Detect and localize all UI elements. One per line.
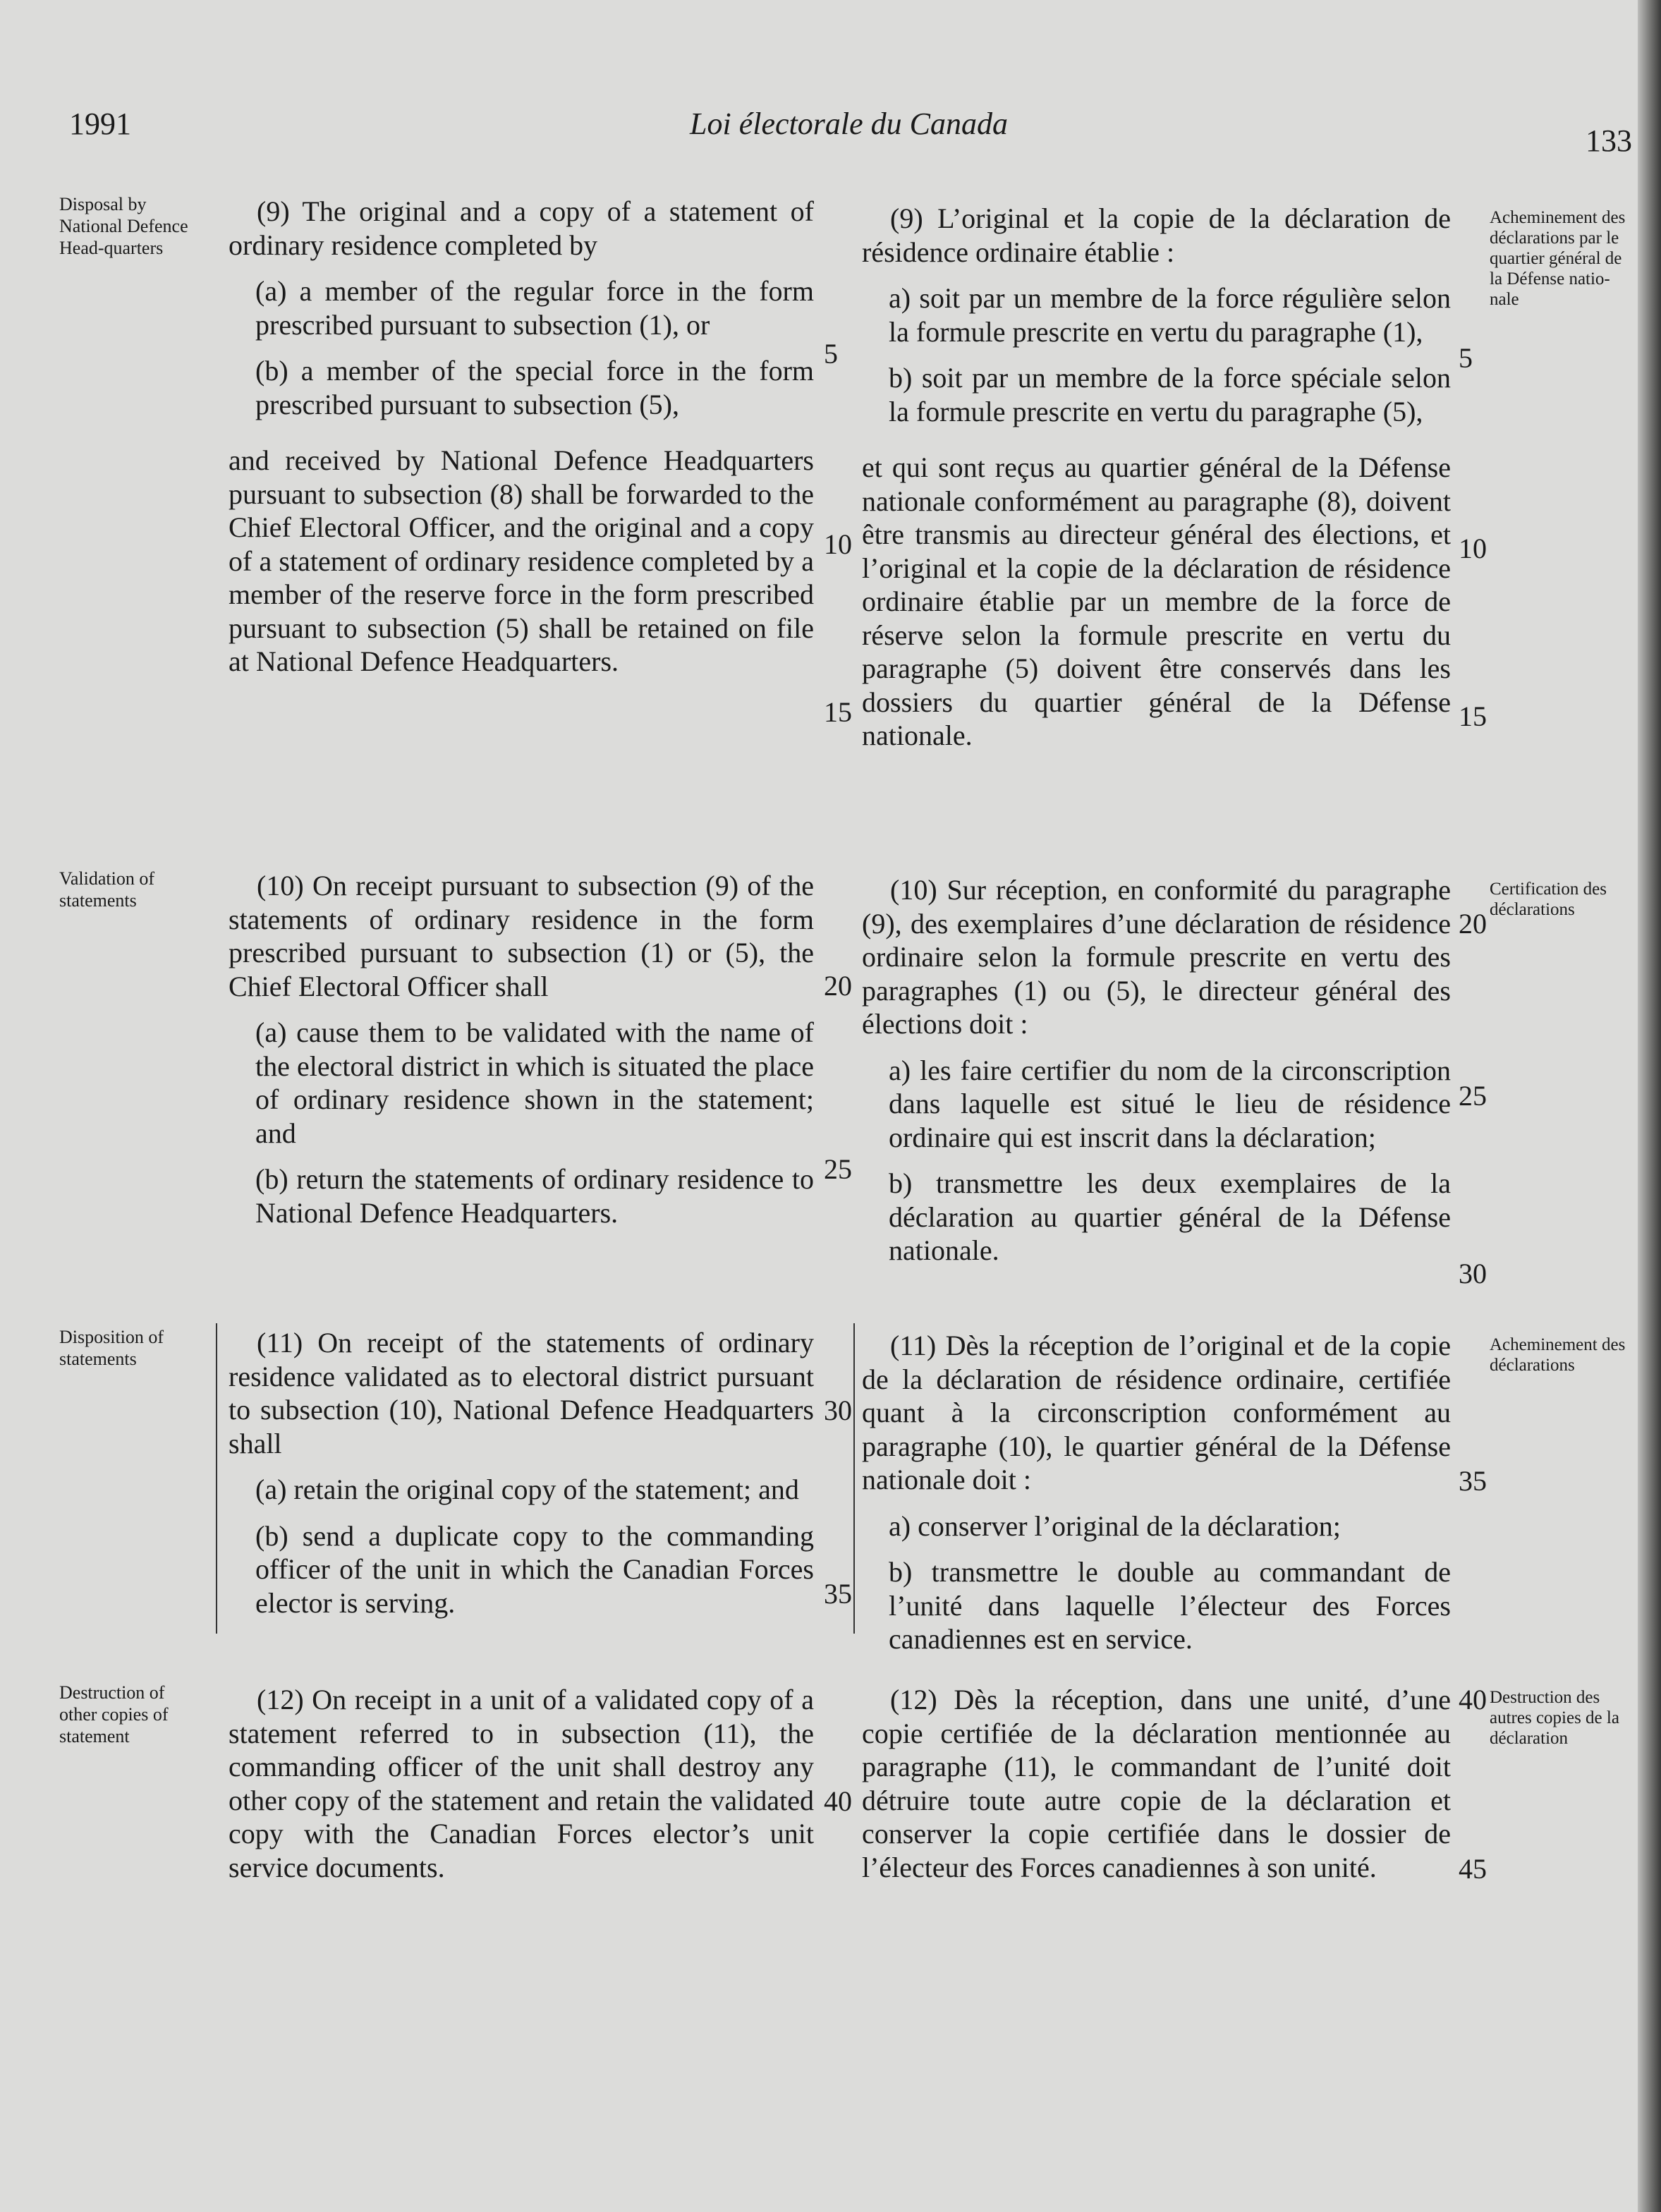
margin-note-fr-s12: Destruction des autres copies de la déclaration bbox=[1490, 1688, 1619, 1748]
section-10-fr-intro: (10) Sur réception, en conformité du paragraphe (9), des exemplaires d’une déclaration de résidence ordinaire selon la formule prescrite en vertu des paragraphes (1) ou (5), le directeur général des élections doit : bbox=[862, 874, 1451, 1040]
section-9-french bbox=[862, 202, 1451, 765]
margin-note-en-s10: Validation of statements bbox=[59, 868, 155, 911]
margin-note-en-s12: Destruction of other copies of statement bbox=[59, 1682, 169, 1746]
section-10-french bbox=[862, 873, 1451, 1280]
change-bar-fr-s11 bbox=[853, 1323, 855, 1634]
header-title: Loi électorale du Canada bbox=[690, 107, 1008, 141]
change-bar-en-s11 bbox=[216, 1323, 217, 1634]
section-10-english bbox=[229, 869, 814, 1242]
section-9-en-body: and received by National Defence Headquarters pursuant to subsection (8) shall be forwarded to the Chief Electoral Officer, and the original and a copy of a statement of ordinary residence completed by a member of the reserve force in the form prescribed pursuant to subsection (5) shall be retained on file at National Defence Headquarters. bbox=[229, 444, 814, 677]
margin-note-en-s9: Disposal by National Defence Head-quarters bbox=[59, 194, 188, 258]
line-number-en: 10 bbox=[824, 528, 852, 560]
section-9-en-intro: (9) The original and a copy of a statement of ordinary residence completed by bbox=[229, 195, 814, 261]
margin-note-fr-s9: Acheminement des déclarations par le quartier général de la Défense natio-nale bbox=[1490, 208, 1626, 309]
section-11-fr-item-b: b) transmettre le double au commandant de l’unité dans laquelle l’électeur des Forces canadiennes est en service. bbox=[889, 1556, 1451, 1655]
margin-note-fr-s10: Certification des déclarations bbox=[1490, 880, 1607, 919]
section-9-fr-item-a: a) soit par un membre de la force régulière selon la formule prescrite en vertu du paragraphe (1), bbox=[889, 282, 1451, 348]
line-number-fr: 35 bbox=[1459, 1465, 1487, 1497]
section-11-fr-intro: (11) Dès la réception de l’original et de la copie de la déclaration de résidence ordinaire, certifiée quant à la circonscription conformément au paragraphe (10), le quartier général de la Défense nationale doit : bbox=[862, 1330, 1451, 1495]
section-11-en-item-a: (a) retain the original copy of the statement; and bbox=[255, 1473, 799, 1505]
line-number-fr: 45 bbox=[1459, 1853, 1487, 1885]
section-10-en-item-b: (b) return the statements of ordinary residence to National Defence Headquarters. bbox=[255, 1163, 814, 1229]
page-number: 133 bbox=[1586, 123, 1632, 158]
section-12-en-body: (12) On receipt in a unit of a validated copy of a statement referred to in subsection (11), the commanding officer of the unit shall destroy any other copy of the statement and retain the validated copy with the Canadian Forces elector’s unit service documents. bbox=[229, 1684, 814, 1883]
section-10-fr-item-a: a) les faire certifier du nom de la circonscription dans laquelle est situé le lieu de résidence ordinaire qui est inscrit dans la déclaration; bbox=[889, 1054, 1451, 1153]
section-9-en-item-b: (b) a member of the special force in the form prescribed pursuant to subsection (5), bbox=[255, 355, 814, 420]
section-9-fr-body: et qui sont reçus au quartier général de la Défense nationale conformément au paragraphe (8), doivent être transmis au directeur général des élections, et l’original et la copie de la déclaration de résidence ordinaire établie par un membre de la force de réserve selon la formule prescrite en vertu du paragraphe (5) doivent être conservés dans les dossiers du quartier général de la Défense nationale. bbox=[862, 451, 1451, 751]
line-number-fr: 40 bbox=[1459, 1684, 1487, 1715]
line-number-fr: 5 bbox=[1459, 342, 1473, 374]
line-number-fr: 10 bbox=[1459, 533, 1487, 564]
section-9-en-item-a: (a) a member of the regular force in the form prescribed pursuant to subsection (1), or bbox=[255, 275, 814, 341]
line-number-en: 20 bbox=[824, 970, 852, 1002]
section-12-french bbox=[862, 1683, 1451, 1897]
section-11-fr-item-a: a) conserver l’original de la déclaration; bbox=[889, 1509, 1341, 1542]
header-year: 1991 bbox=[69, 107, 131, 141]
margin-note-en-s11: Disposition of statements bbox=[59, 1327, 164, 1369]
line-number-fr: 15 bbox=[1459, 700, 1487, 732]
line-number-en: 25 bbox=[824, 1153, 852, 1185]
section-10-fr-item-b: b) transmettre les deux exemplaires de la déclaration au quartier général de la Défense nationale. bbox=[889, 1167, 1451, 1266]
section-10-en-intro: (10) On receipt pursuant to subsection (9) of the statements of ordinary residence in the form prescribed pursuant to subsection (1) or (5), the Chief Electoral Officer shall bbox=[229, 870, 814, 1002]
section-9-fr-item-b: b) soit par un membre de la force spéciale selon la formule prescrite en vertu du paragraphe (5), bbox=[889, 362, 1451, 427]
line-number-en: 40 bbox=[824, 1785, 852, 1817]
page-edge bbox=[1638, 0, 1661, 2212]
section-11-english bbox=[229, 1326, 814, 1632]
line-number-fr: 20 bbox=[1459, 908, 1487, 940]
section-10-en-item-a: (a) cause them to be validated with the name of the electoral district in which is situated the place of ordinary residence shown in the statement; and bbox=[255, 1016, 814, 1149]
line-number-fr: 25 bbox=[1459, 1080, 1487, 1112]
line-number-en: 5 bbox=[824, 338, 838, 370]
line-number-en: 15 bbox=[824, 696, 852, 728]
line-number-en: 35 bbox=[824, 1578, 852, 1610]
section-11-french bbox=[862, 1329, 1451, 1669]
margin-note-fr-s11: Acheminement des déclarations bbox=[1490, 1335, 1626, 1375]
line-number-en: 30 bbox=[824, 1394, 852, 1426]
section-9-english bbox=[229, 195, 814, 691]
section-9-fr-intro: (9) L’original et la copie de la déclaration de résidence ordinaire établie : bbox=[862, 202, 1451, 268]
section-11-en-item-b: (b) send a duplicate copy to the commanding officer of the unit in which the Canadian Forces elector is serving. bbox=[255, 1519, 814, 1619]
section-12-fr-body: (12) Dès la réception, dans une unité, d’une copie certifiée de la déclaration mentionnée au paragraphe (11), le commandant de l’unité doit détruire toute autre copie de la déclaration et conserver la copie certifiée dans le dossier de l’électeur des Forces canadiennes à son unité. bbox=[862, 1684, 1451, 1883]
section-11-en-intro: (11) On receipt of the statements of ordinary residence validated as to electoral district pursuant to subsection (10), National Defence Headquarters shall bbox=[229, 1327, 814, 1459]
line-number-fr: 30 bbox=[1459, 1258, 1487, 1289]
section-12-english bbox=[229, 1683, 814, 1897]
